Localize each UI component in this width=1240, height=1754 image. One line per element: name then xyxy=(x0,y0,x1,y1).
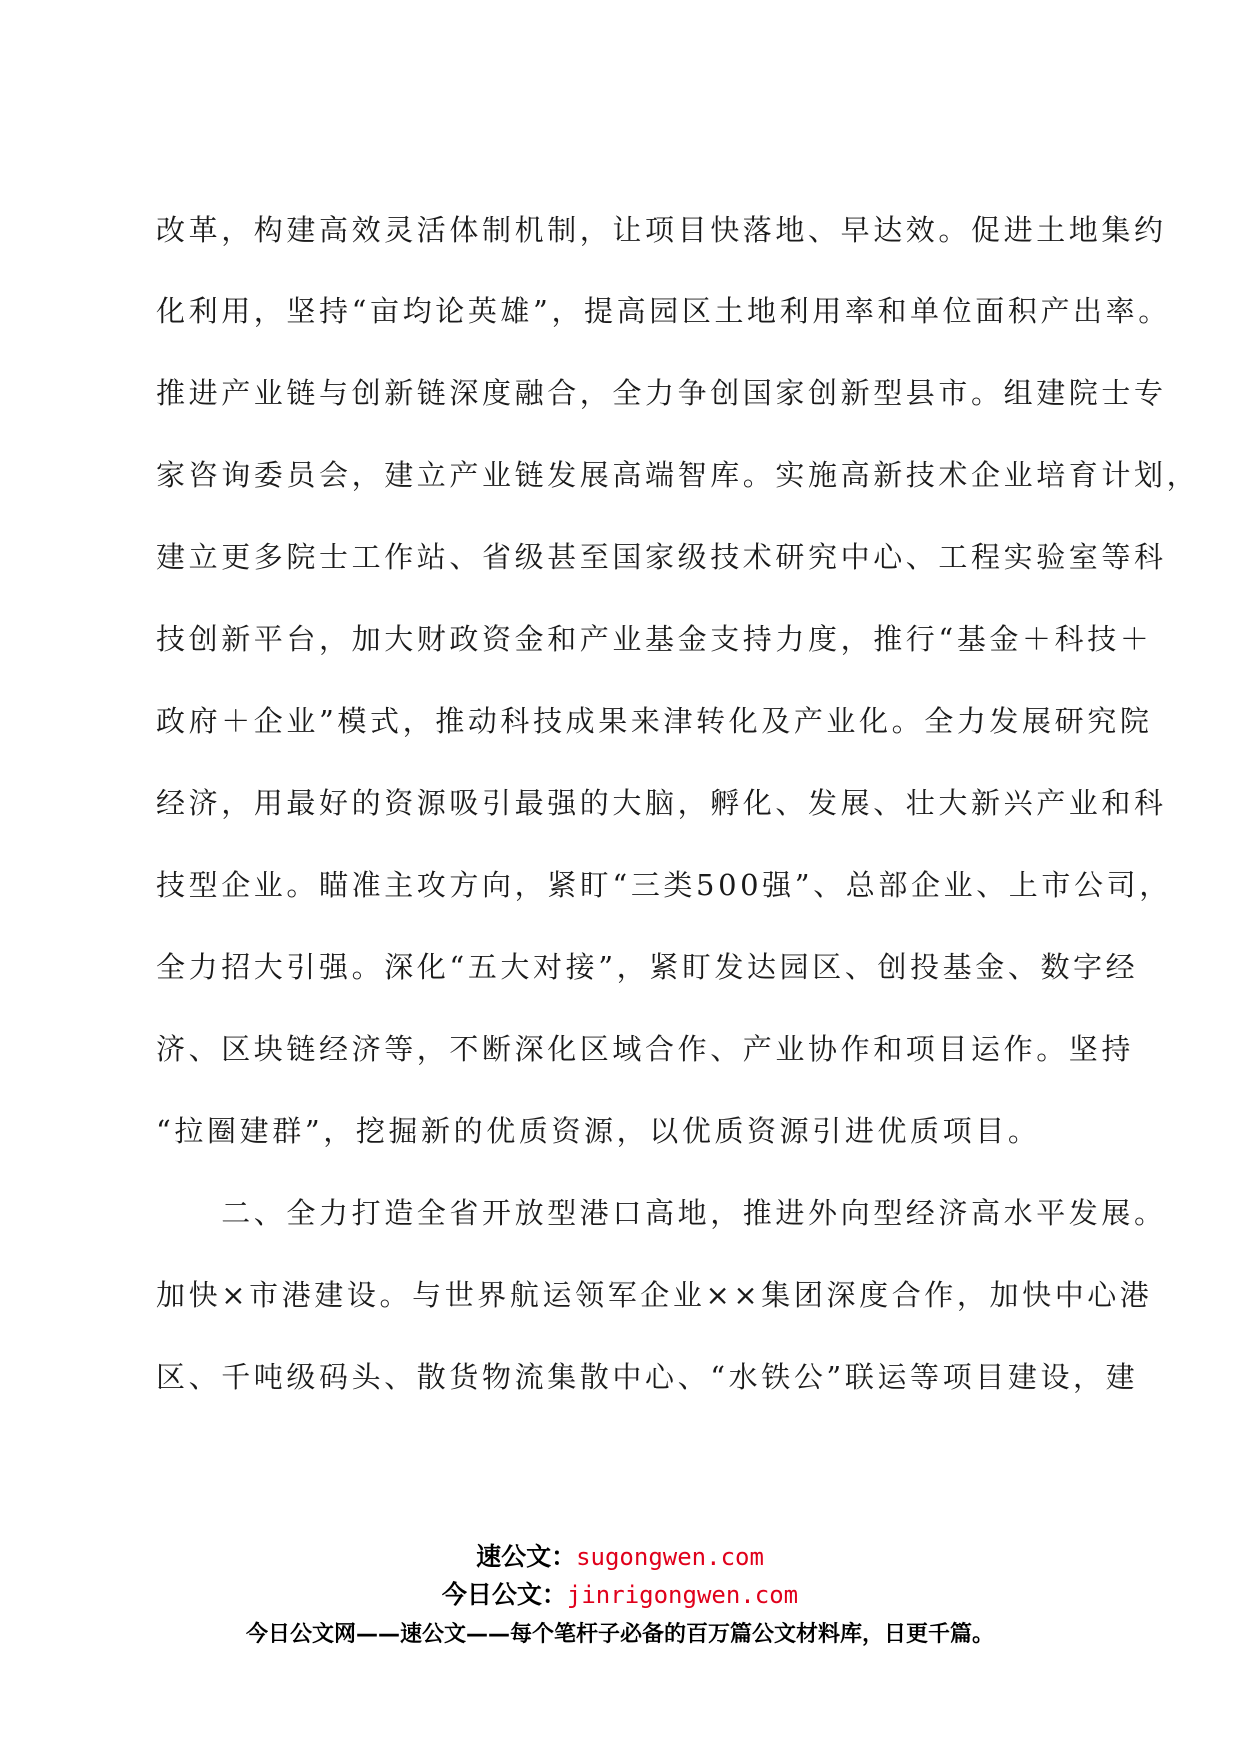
body-line-11: 济、区块链经济等，不断深化区域合作、产业协作和项目运作。坚持 xyxy=(156,1032,1135,1066)
body-line-14: 加快×市港建设。与世界航运领军企业××集团深度合作，加快中心港 xyxy=(156,1278,1153,1312)
footer-site2 xyxy=(0,1578,1240,1612)
body-line-12: “拉圈建群”，挖掘新的优质资源，以优质资源引进优质项目。 xyxy=(156,1114,1041,1148)
body-line-15: 区、千吨级码头、散货物流集散中心、“水铁公”联运等项目建设，建 xyxy=(156,1360,1139,1394)
footer-site1-link[interactable]: sugongwen.com xyxy=(576,1543,764,1571)
section-heading-line: 二、全力打造全省开放型港口高地，推进外向型经济高水平发展。 xyxy=(156,1196,1167,1230)
body-line-7: 政府＋企业”模式，推动科技成果来津转化及产业化。全力发展研究院 xyxy=(156,704,1153,738)
footer-site1 xyxy=(0,1540,1240,1574)
footer-site1-label: 速公文： xyxy=(476,1542,577,1571)
footer-site2-link[interactable]: jinrigongwen.com xyxy=(566,1581,799,1609)
body-line-9: 技型企业。瞄准主攻方向，紧盯“三类500强”、总部企业、上市公司， xyxy=(156,868,1172,902)
body-line-6: 技创新平台，加大财政资金和产业基金支持力度，推行“基金＋科技＋ xyxy=(156,622,1153,656)
body-line-4: 家咨询委员会，建立产业链发展高端智库。实施高新技术企业培育计划， xyxy=(156,458,1200,492)
body-line-3: 推进产业链与创新链深度融合，全力争创国家创新型县市。组建院士专 xyxy=(156,376,1167,410)
footer-slogan: 今日公文网——速公文——每个笔杆子必备的百万篇公文材料库，日更千篇。 xyxy=(245,1622,994,1647)
body-line-1: 改革，构建高效灵活体制机制，让项目快落地、早达效。促进土地集约 xyxy=(156,213,1167,247)
body-line-10: 全力招大引强。深化“五大对接”，紧盯发达园区、创投基金、数字经 xyxy=(156,950,1139,984)
footer-site2-label: 今日公文： xyxy=(441,1580,567,1609)
body-line-8: 经济，用最好的资源吸引最强的大脑，孵化、发展、壮大新兴产业和科 xyxy=(156,786,1167,820)
body-line-2: 化利用，坚持“亩均论英雄”，提高园区土地利用率和单位面积产出率。 xyxy=(156,294,1171,328)
body-line-5: 建立更多院士工作站、省级甚至国家级技术研究中心、工程实验室等科 xyxy=(156,540,1167,574)
